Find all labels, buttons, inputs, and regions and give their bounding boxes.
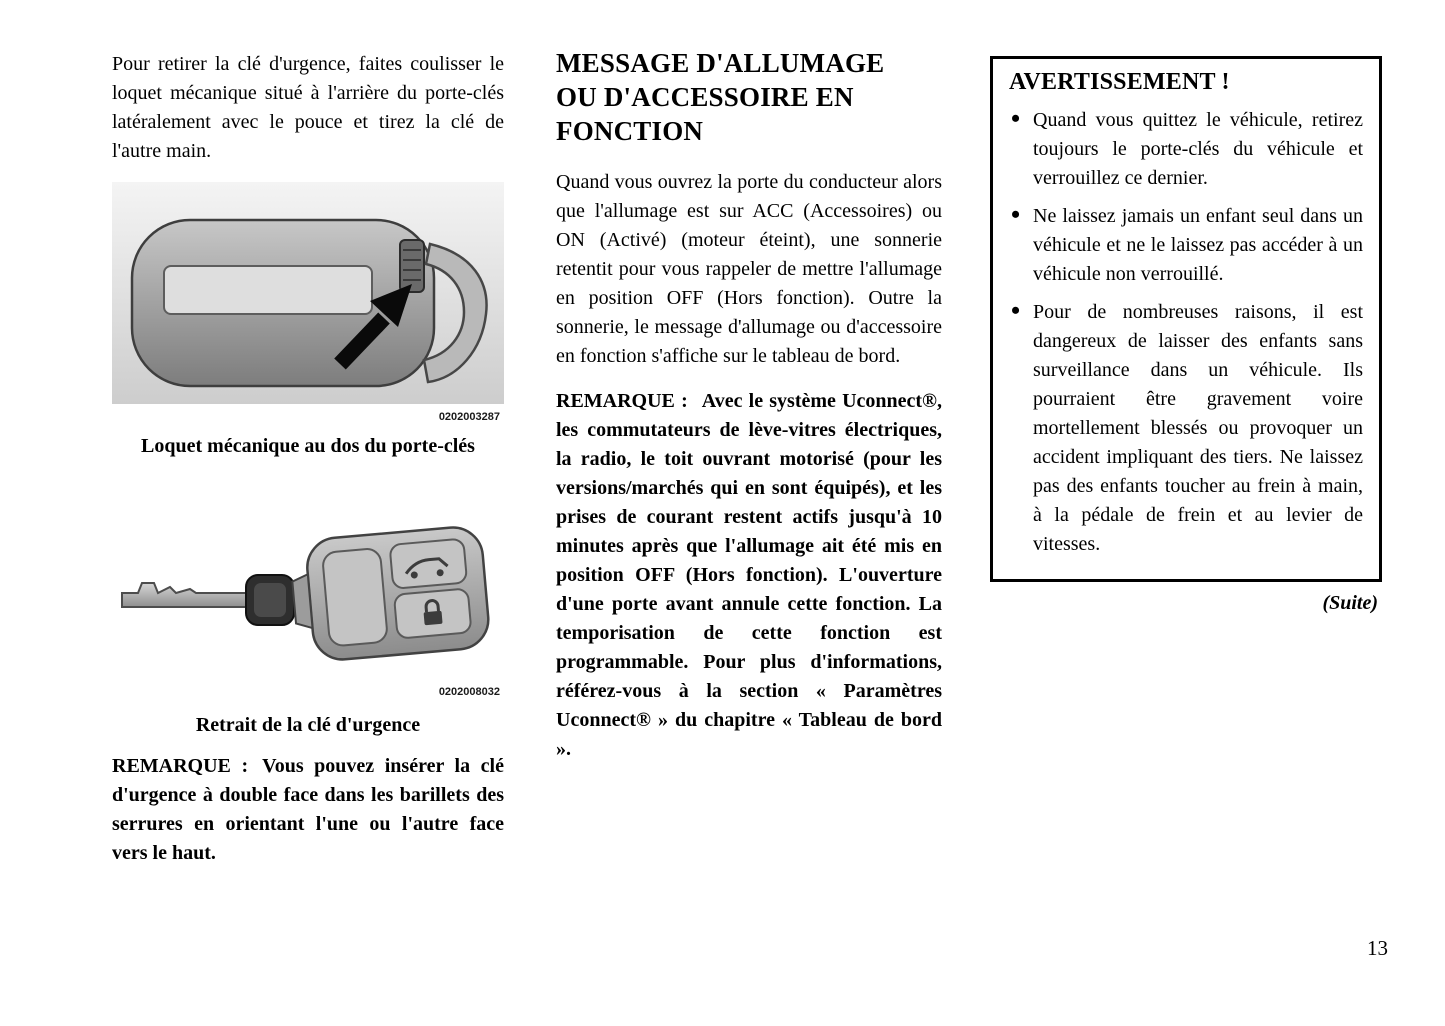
page-number: 13 xyxy=(1367,936,1388,960)
figure-code: 0202008032 xyxy=(438,686,500,698)
section-heading: MESSAGE D'ALLUMAGE OU D'ACCESSOIRE EN FONCTION xyxy=(556,48,885,146)
figure-code: 0202003287 xyxy=(438,411,500,423)
warning-box xyxy=(990,56,1382,582)
warning-list xyxy=(1009,106,1363,559)
left-column xyxy=(112,50,504,868)
warning-title: AVERTISSEMENT ! xyxy=(1009,69,1230,95)
warning-item: • Ne laissez jamais un enfant seul dans un véhicule et ne le laissez pas accéder à un véhicule non verrouillé. xyxy=(1009,202,1363,289)
remark-paragraph xyxy=(112,752,504,868)
warning-item: • Pour de nombreuses raisons, il est dangereux de laisser des enfants sans surveillance dans un véhicule. Ils pourraient être gravement voire mortellement blessés ou provoquer un accident impliquant des tiers. Ne laissez pas des enfants toucher au frein à main, à la pédale de frein et au levier de vitesses. xyxy=(1009,298,1363,559)
figure-key-fob-latch xyxy=(112,182,504,459)
remark-text: Avec le système Uconnect®, les commutateurs de lève-vitres électriques, la radio, le toit ouvrant motorisé (pour les versions/marchés qui en sont équipés), et les prises de courant restent actifs jusqu'à 10 minutes après que l'allumage ait été mis en position OFF (Hors fonction). L'ouverture d'une porte avant annule cette fonction. La temporisation de cette fonction est programmable. Pour plus d'informations, référez-vous à la section « Paramètres Uconnect® » du chapitre « Tableau de bord ». xyxy=(556,390,942,760)
lock-icon xyxy=(424,611,443,626)
key-fob-rear-illustration xyxy=(112,182,504,404)
fob-label-window xyxy=(164,266,372,314)
mechanical-latch xyxy=(400,240,424,292)
intro-paragraph: Pour retirer la clé d'urgence, faites coulisser le loquet mécanique situé à l'arrière du porte-clés latéralement avec le pouce et tirez la clé de l'autre main. xyxy=(112,53,504,162)
middle-column xyxy=(556,46,942,764)
fob-button-lock xyxy=(394,588,472,638)
fob-button-trunk xyxy=(390,539,468,589)
body-paragraph: Quand vous ouvrez la porte du conducteur alors que l'allumage est sur ACC (Accessoires) ou ON (Activé) (moteur éteint), une sonnerie retentit pour vous rappeler de mettre l'allumage en position OFF (Hors fonction). Outre la sonnerie, le message d'allumage ou d'accessoire en fonction s'affiche sur le tableau de bord. xyxy=(556,171,942,367)
figure-emergency-key xyxy=(112,511,504,738)
warning-item: • Quand vous quittez le véhicule, retirez toujours le porte-clés du véhicule et verrouillez ce dernier. xyxy=(1009,106,1363,193)
emergency-key-illustration xyxy=(112,511,504,679)
fob-with-buttons xyxy=(289,525,491,663)
remark-paragraph xyxy=(556,387,942,764)
figure-caption: Retrait de la clé d'urgence xyxy=(195,714,421,736)
emergency-key-blade xyxy=(122,575,294,625)
figure-caption: Loquet mécanique au dos du porte-clés xyxy=(141,435,475,457)
remark-text: Vous pouvez insérer la clé d'urgence à double face dans les barillets des serrures en orientant l'une ou l'autre face vers le haut. xyxy=(112,755,504,864)
remark-label: REMARQUE : xyxy=(556,390,688,412)
continuation-note: (Suite) xyxy=(1322,592,1378,614)
right-column xyxy=(990,56,1382,615)
fob-button-blank xyxy=(322,548,388,647)
remark-label: REMARQUE : xyxy=(112,755,249,777)
